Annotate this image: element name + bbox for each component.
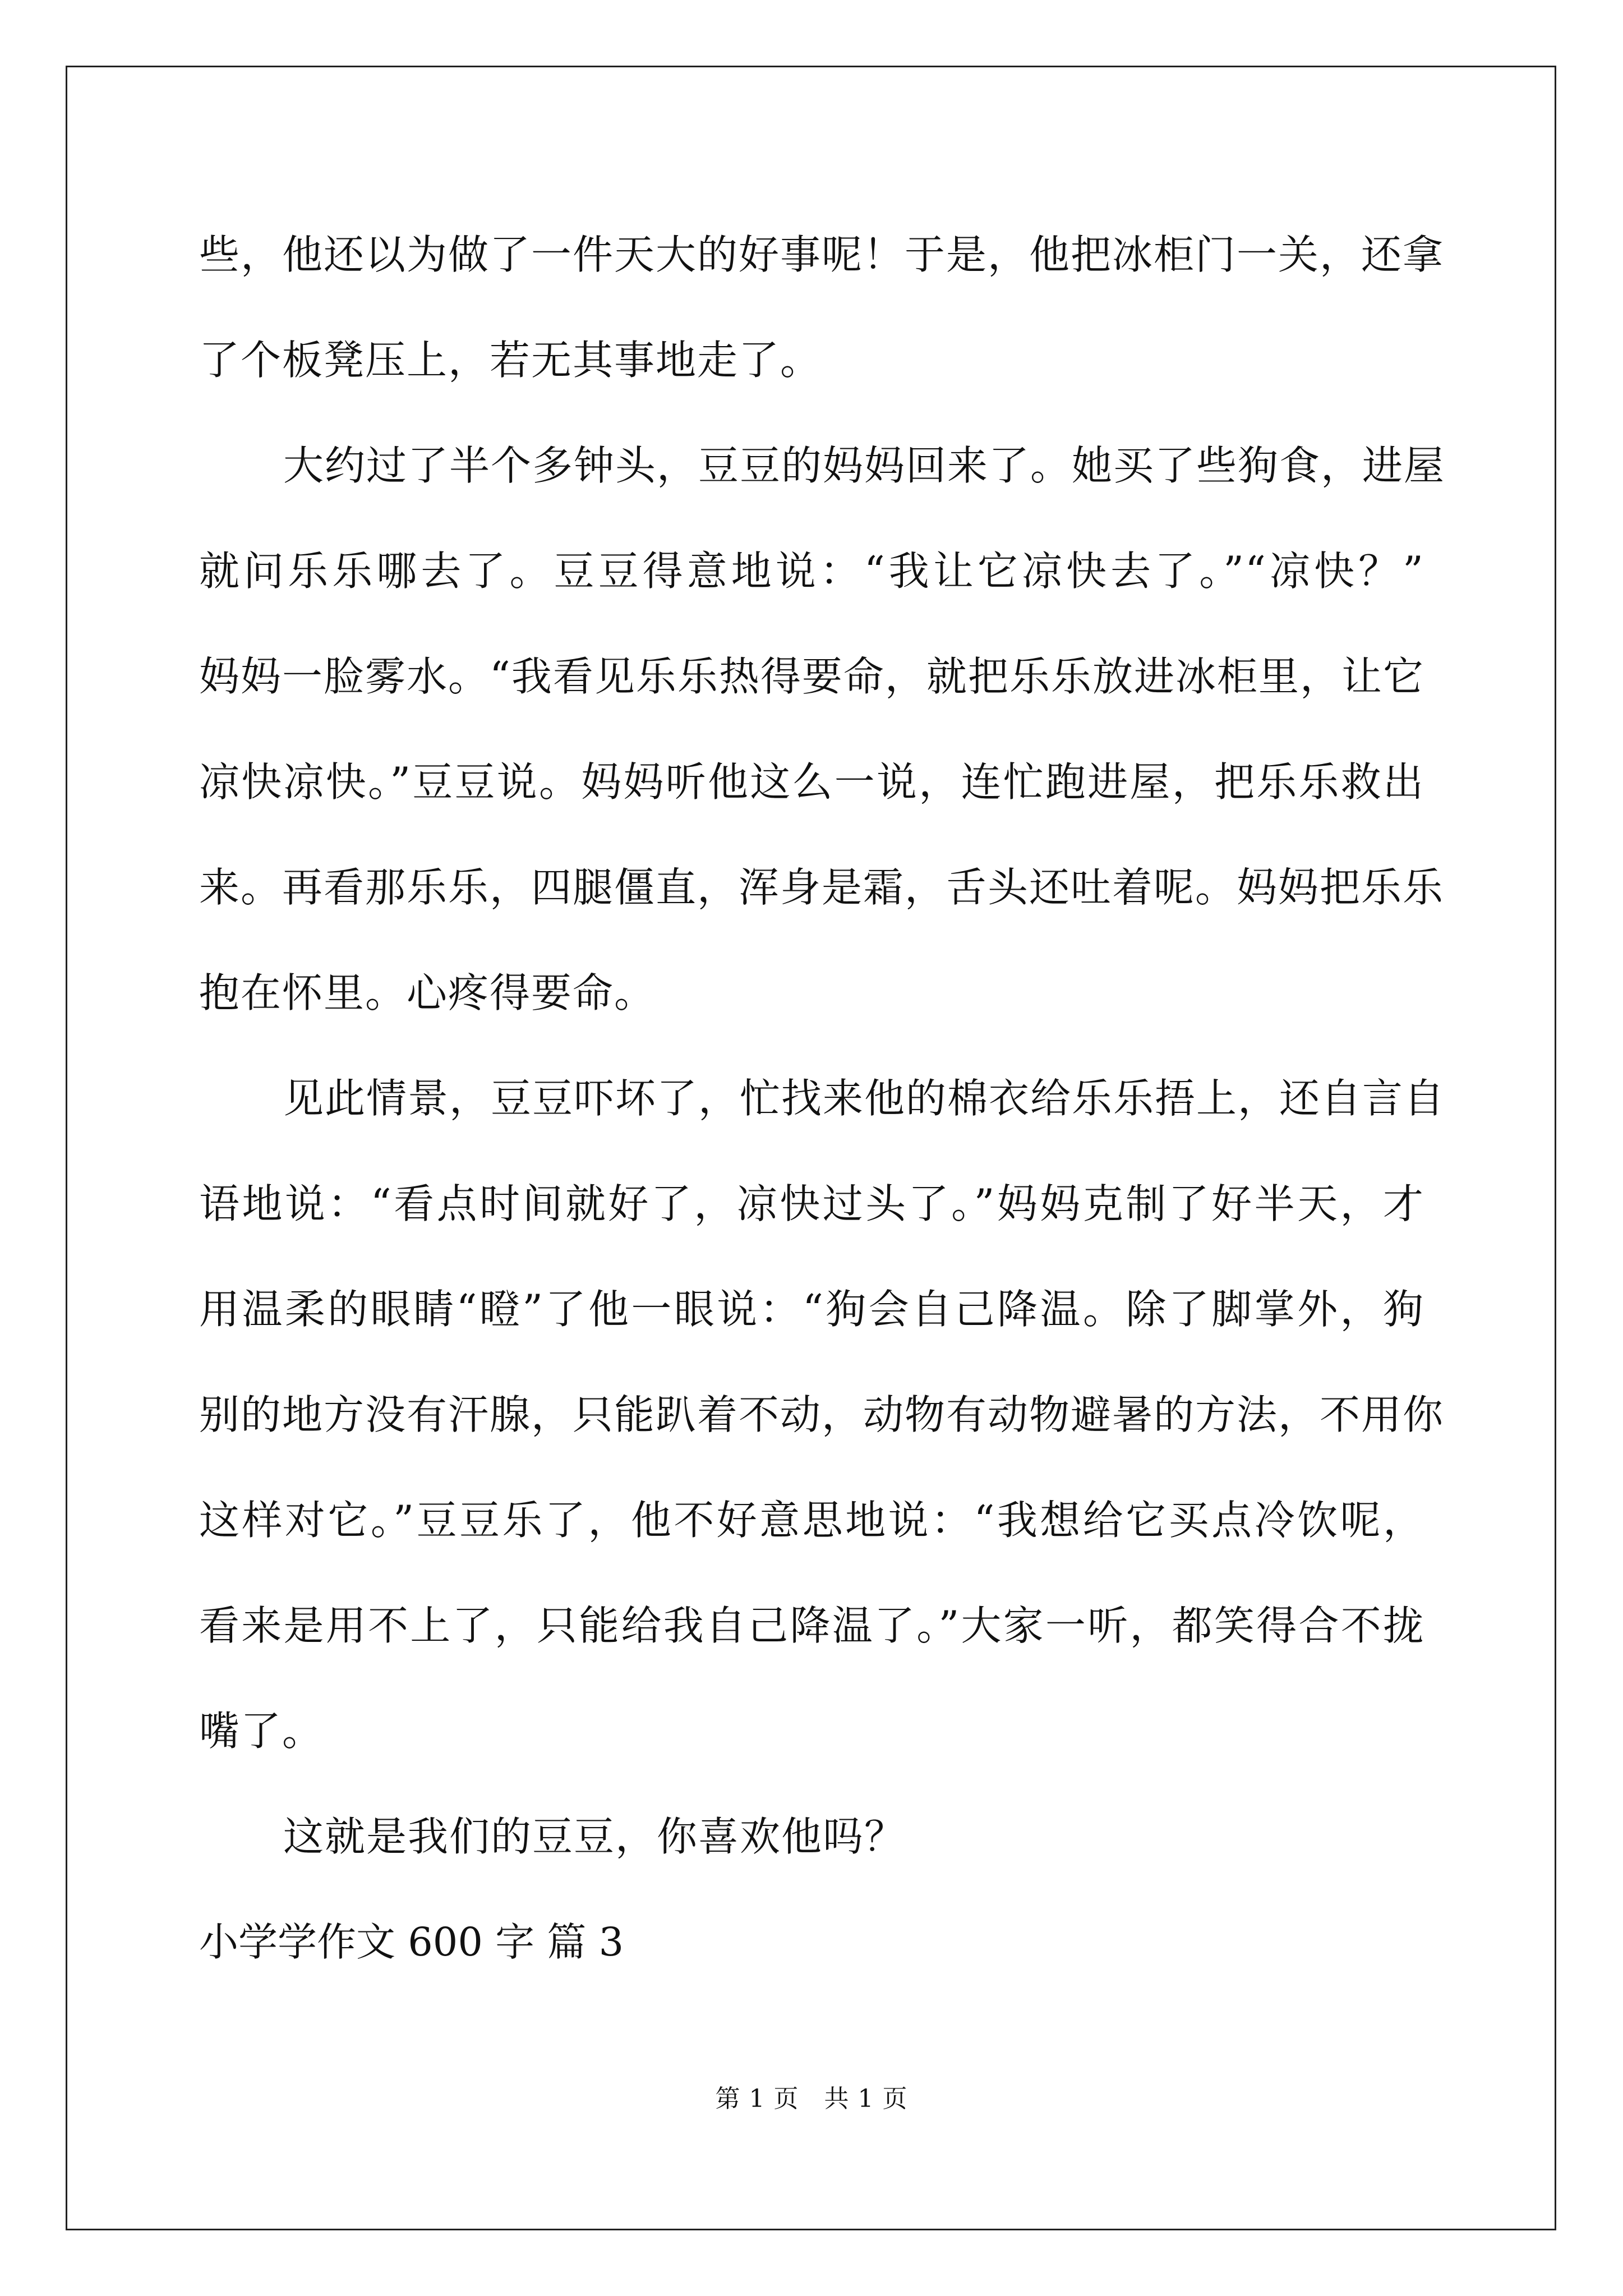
page-number-label: 第 1 页 共 1 页 xyxy=(715,2085,908,2113)
page-footer xyxy=(0,2078,1623,2114)
text-line: 别的地方没有汗腺，只能趴着不动，动物有动物避暑的方法，不用你 xyxy=(199,1391,1445,1438)
text-line: 这样对它。”豆豆乐了，他不好意思地说：“我想给它买点冷饮呢， xyxy=(199,1497,1424,1544)
text-line: 嘴了。 xyxy=(199,1708,324,1755)
text-line: 了个板凳压上，若无其事地走了。 xyxy=(199,337,822,384)
text-line: 些，他还以为做了一件天大的好事呢！于是，他把冰柜门一关，还拿 xyxy=(199,231,1445,278)
text-line: 就问乐乐哪去了。豆豆得意地说：“我让它凉快去了。”“凉快？” xyxy=(199,547,1424,595)
paragraph xyxy=(199,413,1446,1046)
text-line: 大约过了半个多钟头，豆豆的妈妈回来了。她买了些狗食，进屋 xyxy=(283,442,1446,489)
text-line: 看来是用不上了，只能给我自己降温了。”大家一听，都笑得合不拢 xyxy=(199,1602,1424,1649)
paragraph xyxy=(199,1046,1446,1784)
text-line: 妈妈一脸雾水。“我看见乐乐热得要命，就把乐乐放进冰柜里，让它 xyxy=(199,653,1424,700)
text-line: 语地说：“看点时间就好了，凉快过头了。”妈妈克制了好半天，才 xyxy=(199,1180,1424,1227)
text-line: 用温柔的眼睛“瞪”了他一眼说：“狗会自己降温。除了脚掌外，狗 xyxy=(199,1286,1424,1333)
text-line: 见此情景，豆豆吓坏了，忙找来他的棉衣给乐乐捂上，还自言自 xyxy=(283,1075,1446,1122)
text-line: 这就是我们的豆豆，你喜欢他吗？ xyxy=(283,1813,906,1860)
text-line: 来。再看那乐乐，四腿僵直，浑身是霜，舌头还吐着呢。妈妈把乐乐 xyxy=(199,864,1445,911)
text-line: 抱在怀里。心疼得要命。 xyxy=(199,969,656,1016)
paragraph xyxy=(199,1784,1424,1889)
text-line: 凉快凉快。”豆豆说。妈妈听他这么一说，连忙跑进屋，把乐乐救出 xyxy=(199,758,1424,806)
section-heading: 小学学作文 600 字 篇 3 xyxy=(199,1919,624,1965)
document-body xyxy=(199,202,1446,1995)
paragraph xyxy=(199,202,1445,413)
